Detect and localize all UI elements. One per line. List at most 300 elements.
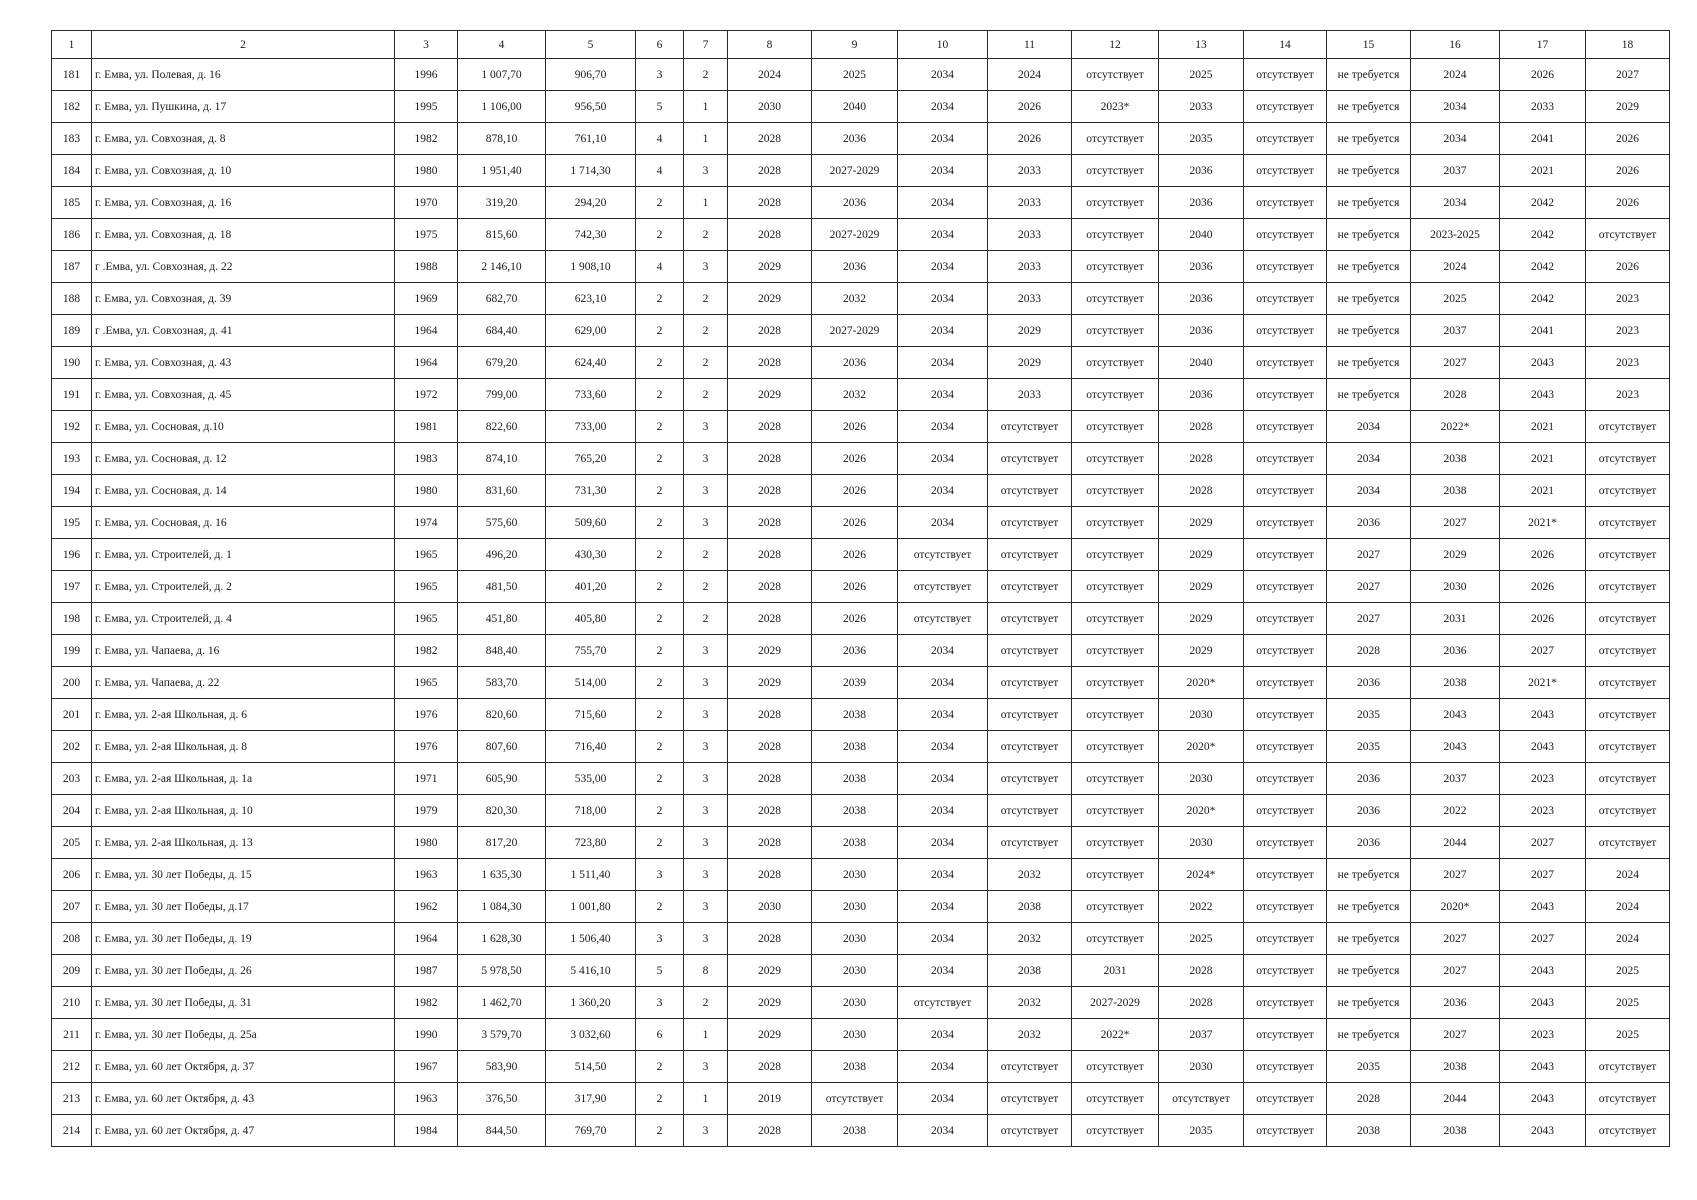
table-cell: 3 — [684, 507, 728, 539]
column-number-cell: 17 — [1500, 31, 1586, 59]
table-row — [52, 283, 1670, 315]
table-cell: отсутствует — [1244, 443, 1327, 475]
table-cell: 2036 — [1159, 379, 1244, 411]
table-cell: отсутствует — [1244, 283, 1327, 315]
table-cell: 2020* — [1411, 891, 1500, 923]
table-cell: 2038 — [812, 1115, 898, 1147]
column-number-cell: 6 — [636, 31, 684, 59]
table-cell: 820,60 — [458, 699, 546, 731]
table-cell: 2028 — [1159, 411, 1244, 443]
table-cell: 2028 — [728, 475, 812, 507]
table-cell: 2032 — [988, 987, 1072, 1019]
table-cell: 605,90 — [458, 763, 546, 795]
table-cell: 2 — [636, 827, 684, 859]
table-cell: 2029 — [1159, 507, 1244, 539]
table-cell: 514,00 — [546, 667, 636, 699]
table-cell: 2028 — [1159, 987, 1244, 1019]
table-cell: 2034 — [898, 155, 988, 187]
table-cell: отсутствует — [1586, 571, 1670, 603]
table-cell: 3 — [636, 923, 684, 955]
table-cell: отсутствует — [898, 603, 988, 635]
table-cell: 2036 — [1411, 635, 1500, 667]
table-cell: 715,60 — [546, 699, 636, 731]
table-cell: 2036 — [1327, 507, 1411, 539]
address-cell: г. Емва, ул. Совхозная, д. 45 — [92, 379, 395, 411]
table-cell: 3 — [684, 155, 728, 187]
table-cell: 2024 — [1411, 59, 1500, 91]
table-cell: 2029 — [728, 635, 812, 667]
table-cell: не требуется — [1327, 123, 1411, 155]
table-cell: 2030 — [1159, 763, 1244, 795]
table-cell: 822,60 — [458, 411, 546, 443]
table-cell: отсутствует — [1244, 635, 1327, 667]
table-cell: 2023 — [1500, 795, 1586, 827]
table-cell: 2029 — [728, 283, 812, 315]
row-number-cell: 209 — [52, 955, 92, 987]
table-cell: 1965 — [395, 571, 458, 603]
table-cell: 3 — [636, 59, 684, 91]
table-cell: отсутствует — [1244, 1083, 1327, 1115]
table-cell: отсутствует — [1244, 251, 1327, 283]
table-row — [52, 443, 1670, 475]
table-row — [52, 923, 1670, 955]
table-row — [52, 1115, 1670, 1147]
table-cell: 2028 — [728, 155, 812, 187]
table-cell: 1 007,70 — [458, 59, 546, 91]
table-cell: 5 — [636, 91, 684, 123]
table-cell: отсутствует — [898, 571, 988, 603]
table-cell: 2028 — [728, 411, 812, 443]
table-row — [52, 1051, 1670, 1083]
table-cell: 2027 — [1586, 59, 1670, 91]
table-cell: не требуется — [1327, 379, 1411, 411]
table-cell: 451,80 — [458, 603, 546, 635]
table-cell: 1963 — [395, 859, 458, 891]
table-cell: 319,20 — [458, 187, 546, 219]
table-cell: 2038 — [812, 699, 898, 731]
table-cell: 2042 — [1500, 187, 1586, 219]
column-number-cell: 7 — [684, 31, 728, 59]
table-cell: 1965 — [395, 667, 458, 699]
address-cell: г. Емва, ул. Пушкина, д. 17 — [92, 91, 395, 123]
table-cell: 1 360,20 — [546, 987, 636, 1019]
table-cell: 1 951,40 — [458, 155, 546, 187]
table-cell: 2026 — [812, 411, 898, 443]
table-cell: 2021 — [1500, 443, 1586, 475]
table-cell: не требуется — [1327, 987, 1411, 1019]
table-cell: 1979 — [395, 795, 458, 827]
table-cell: 2026 — [1586, 187, 1670, 219]
row-number-cell: 184 — [52, 155, 92, 187]
table-row — [52, 859, 1670, 891]
table-cell: 765,20 — [546, 443, 636, 475]
address-cell: г. Емва, ул. Совхозная, д. 8 — [92, 123, 395, 155]
table-cell: 514,50 — [546, 1051, 636, 1083]
table-cell: 2023 — [1586, 347, 1670, 379]
table-cell: 2028 — [728, 699, 812, 731]
table-cell: 5 — [636, 955, 684, 987]
table-cell: 2034 — [898, 923, 988, 955]
table-cell: 2041 — [1500, 315, 1586, 347]
table-cell: 3 — [684, 891, 728, 923]
table-cell: 376,50 — [458, 1083, 546, 1115]
table-cell: отсутствует — [988, 475, 1072, 507]
table-cell: 742,30 — [546, 219, 636, 251]
table-cell: 2029 — [1159, 603, 1244, 635]
table-cell: 2041 — [1500, 123, 1586, 155]
column-number-cell: 5 — [546, 31, 636, 59]
table-cell: 769,70 — [546, 1115, 636, 1147]
table-cell: 2030 — [812, 1019, 898, 1051]
table-cell: 2032 — [988, 923, 1072, 955]
table-cell: отсутствует — [988, 763, 1072, 795]
table-cell: 2029 — [988, 315, 1072, 347]
table-cell: 2023 — [1500, 763, 1586, 795]
table-cell: 1982 — [395, 987, 458, 1019]
column-number-cell: 13 — [1159, 31, 1244, 59]
table-cell: 3 — [684, 923, 728, 955]
table-cell: 2 — [684, 347, 728, 379]
table-cell: отсутствует — [1244, 155, 1327, 187]
table-cell: не требуется — [1327, 59, 1411, 91]
table-cell: 4 — [636, 155, 684, 187]
table-cell: 1 635,30 — [458, 859, 546, 891]
table-row — [52, 891, 1670, 923]
table-cell: 2 — [684, 539, 728, 571]
address-cell: г. Емва, ул. 2-ая Школьная, д. 1а — [92, 763, 395, 795]
address-cell: г. Емва, ул. 30 лет Победы, д.17 — [92, 891, 395, 923]
table-cell: отсутствует — [1244, 411, 1327, 443]
row-number-cell: 195 — [52, 507, 92, 539]
table-cell: не требуется — [1327, 187, 1411, 219]
table-cell: отсутствует — [1072, 667, 1159, 699]
table-cell: 2029 — [1159, 539, 1244, 571]
table-cell: 3 — [684, 635, 728, 667]
row-number-cell: 202 — [52, 731, 92, 763]
table-row — [52, 379, 1670, 411]
table-cell: отсутствует — [1159, 1083, 1244, 1115]
table-cell: отсутствует — [988, 603, 1072, 635]
table-cell: 1964 — [395, 315, 458, 347]
table-cell: отсутствует — [1244, 699, 1327, 731]
table-cell: 6 — [636, 1019, 684, 1051]
table-cell: 2033 — [988, 219, 1072, 251]
table-cell: 2043 — [1500, 955, 1586, 987]
row-number-cell: 182 — [52, 91, 92, 123]
table-cell: 496,20 — [458, 539, 546, 571]
table-cell: 2038 — [988, 955, 1072, 987]
table-row — [52, 827, 1670, 859]
table-cell: 820,30 — [458, 795, 546, 827]
table-cell: 2034 — [898, 507, 988, 539]
table-cell: 723,80 — [546, 827, 636, 859]
table-cell: 1970 — [395, 187, 458, 219]
table-cell: 2033 — [988, 155, 1072, 187]
table-cell: 2038 — [812, 763, 898, 795]
table-cell: 2022 — [1411, 795, 1500, 827]
address-cell: г. Емва, ул. 2-ая Школьная, д. 8 — [92, 731, 395, 763]
table-cell: 2034 — [898, 859, 988, 891]
table-cell: 623,10 — [546, 283, 636, 315]
table-cell: 2027 — [1411, 507, 1500, 539]
table-cell: 3 — [684, 443, 728, 475]
table-cell: 1988 — [395, 251, 458, 283]
column-number-row — [52, 31, 1670, 59]
table-cell: 2026 — [812, 507, 898, 539]
table-cell: 2034 — [898, 1115, 988, 1147]
table-cell: не требуется — [1327, 219, 1411, 251]
table-row — [52, 603, 1670, 635]
table-cell: 1975 — [395, 219, 458, 251]
table-cell: отсутствует — [1072, 475, 1159, 507]
table-cell: 2033 — [1159, 91, 1244, 123]
table-cell: 2027-2029 — [812, 315, 898, 347]
table-cell: 2042 — [1500, 283, 1586, 315]
address-cell: г. Емва, ул. 2-ая Школьная, д. 10 — [92, 795, 395, 827]
row-number-cell: 185 — [52, 187, 92, 219]
table-cell: 2034 — [898, 1019, 988, 1051]
table-cell: 2025 — [1586, 1019, 1670, 1051]
table-cell: отсутствует — [1072, 859, 1159, 891]
table-cell: 2036 — [1159, 187, 1244, 219]
table-cell: отсутствует — [1586, 635, 1670, 667]
table-cell: 2028 — [728, 859, 812, 891]
table-cell: не требуется — [1327, 315, 1411, 347]
table-cell: 2019 — [728, 1083, 812, 1115]
table-cell: 2034 — [898, 475, 988, 507]
table-cell: 679,20 — [458, 347, 546, 379]
row-number-cell: 191 — [52, 379, 92, 411]
table-cell: 2036 — [812, 187, 898, 219]
table-cell: отсутствует — [1072, 635, 1159, 667]
table-cell: 3 032,60 — [546, 1019, 636, 1051]
table-cell: 2029 — [1411, 539, 1500, 571]
table-cell: 2034 — [898, 667, 988, 699]
table-cell: не требуется — [1327, 1019, 1411, 1051]
table-row — [52, 411, 1670, 443]
column-number-cell: 8 — [728, 31, 812, 59]
table-cell: 624,40 — [546, 347, 636, 379]
table-cell: 317,90 — [546, 1083, 636, 1115]
table-cell: 684,40 — [458, 315, 546, 347]
table-cell: 2026 — [1500, 603, 1586, 635]
table-cell: отсутствует — [1072, 411, 1159, 443]
table-row — [52, 635, 1670, 667]
table-cell: 2027-2029 — [1072, 987, 1159, 1019]
address-cell: г. Емва, ул. Строителей, д. 1 — [92, 539, 395, 571]
table-cell: 2029 — [728, 667, 812, 699]
table-cell: 1 — [684, 123, 728, 155]
table-cell: 2030 — [1159, 827, 1244, 859]
table-cell: 2022 — [1159, 891, 1244, 923]
table-cell: 2043 — [1500, 379, 1586, 411]
table-cell: 2023 — [1586, 315, 1670, 347]
table-cell: отсутствует — [1072, 603, 1159, 635]
table-cell: отсутствует — [1586, 443, 1670, 475]
table-cell: отсутствует — [1072, 923, 1159, 955]
table-cell: 2029 — [728, 1019, 812, 1051]
table-cell: 2032 — [988, 859, 1072, 891]
table-cell: 2028 — [728, 187, 812, 219]
table-cell: отсутствует — [898, 539, 988, 571]
row-number-cell: 181 — [52, 59, 92, 91]
table-cell: 2 — [636, 379, 684, 411]
table-cell: 2021* — [1500, 667, 1586, 699]
table-cell: 755,70 — [546, 635, 636, 667]
table-cell: 2035 — [1327, 1051, 1411, 1083]
table-cell: 1 — [684, 1019, 728, 1051]
table-cell: отсутствует — [1244, 379, 1327, 411]
table-cell: 2024* — [1159, 859, 1244, 891]
table-cell: отсутствует — [1586, 731, 1670, 763]
table-cell: 2034 — [1411, 123, 1500, 155]
table-row — [52, 155, 1670, 187]
address-cell: г. Емва, ул. Совхозная, д. 10 — [92, 155, 395, 187]
table-cell: 2036 — [1327, 795, 1411, 827]
address-cell: г. Емва, ул. Совхозная, д. 39 — [92, 283, 395, 315]
table-cell: отсутствует — [1072, 827, 1159, 859]
table-cell: 2 — [636, 571, 684, 603]
table-cell: 733,00 — [546, 411, 636, 443]
table-cell: отсутствует — [988, 667, 1072, 699]
table-cell: отсутствует — [1586, 699, 1670, 731]
table-cell: 4 — [636, 123, 684, 155]
table-cell: 2035 — [1327, 699, 1411, 731]
table-cell: 2026 — [1500, 59, 1586, 91]
table-cell: отсутствует — [1072, 379, 1159, 411]
table-cell: 2025 — [1159, 923, 1244, 955]
table-row — [52, 987, 1670, 1019]
address-cell: г. Емва, ул. 60 лет Октября, д. 43 — [92, 1083, 395, 1115]
table-cell: 2030 — [812, 923, 898, 955]
table-cell: отсутствует — [1586, 1083, 1670, 1115]
table-cell: 2026 — [812, 443, 898, 475]
table-cell: 2036 — [812, 347, 898, 379]
table-cell: отсутствует — [1586, 667, 1670, 699]
table-cell: 2033 — [988, 283, 1072, 315]
table-cell: 2 — [684, 315, 728, 347]
table-cell: 874,10 — [458, 443, 546, 475]
table-cell: 2038 — [1411, 443, 1500, 475]
address-cell: г. Емва, ул. 2-ая Школьная, д. 13 — [92, 827, 395, 859]
table-cell: 1 506,40 — [546, 923, 636, 955]
table-row — [52, 475, 1670, 507]
table-cell: 2 — [684, 987, 728, 1019]
table-cell: 2 — [636, 283, 684, 315]
row-number-cell: 186 — [52, 219, 92, 251]
table-cell: 2031 — [1411, 603, 1500, 635]
table-cell: 2027 — [1500, 859, 1586, 891]
table-cell: 2029 — [728, 955, 812, 987]
table-cell: 1971 — [395, 763, 458, 795]
table-cell: 1980 — [395, 827, 458, 859]
row-number-cell: 189 — [52, 315, 92, 347]
table-cell: отсутствует — [1244, 219, 1327, 251]
address-cell: г. Емва, ул. Совхозная, д. 18 — [92, 219, 395, 251]
table-cell: 3 — [636, 987, 684, 1019]
table-cell: 2 — [636, 187, 684, 219]
table-cell: 2043 — [1500, 987, 1586, 1019]
address-cell: г. Емва, ул. 60 лет Октября, д. 37 — [92, 1051, 395, 1083]
table-cell: отсутствует — [1586, 1115, 1670, 1147]
table-cell: 1976 — [395, 731, 458, 763]
table-cell: 2035 — [1327, 731, 1411, 763]
table-cell: 1965 — [395, 539, 458, 571]
table-cell: 3 — [684, 699, 728, 731]
table-cell: отсутствует — [988, 827, 1072, 859]
table-cell: 2022* — [1411, 411, 1500, 443]
row-number-cell: 207 — [52, 891, 92, 923]
table-cell: не требуется — [1327, 91, 1411, 123]
row-number-cell: 200 — [52, 667, 92, 699]
table-cell: 2038 — [1411, 1115, 1500, 1147]
table-cell: 2040 — [1159, 347, 1244, 379]
table-cell: 807,60 — [458, 731, 546, 763]
table-cell: 956,50 — [546, 91, 636, 123]
row-number-cell: 206 — [52, 859, 92, 891]
table-cell: отсутствует — [1244, 955, 1327, 987]
table-cell: 583,70 — [458, 667, 546, 699]
table-cell: отсутствует — [1244, 763, 1327, 795]
table-cell: 2038 — [812, 731, 898, 763]
table-cell: 2037 — [1411, 155, 1500, 187]
housing-data-table — [51, 30, 1670, 1147]
table-cell: 1987 — [395, 955, 458, 987]
table-cell: 2034 — [898, 763, 988, 795]
table-cell: 1974 — [395, 507, 458, 539]
table-cell: 2027 — [1327, 571, 1411, 603]
table-cell: 3 579,70 — [458, 1019, 546, 1051]
table-cell: отсутствует — [1072, 315, 1159, 347]
table-cell: 1 908,10 — [546, 251, 636, 283]
address-cell: г. Емва, ул. Полевая, д. 16 — [92, 59, 395, 91]
table-cell: 2040 — [1159, 219, 1244, 251]
address-cell: г. Емва, ул. 30 лет Победы, д. 19 — [92, 923, 395, 955]
table-cell: 731,30 — [546, 475, 636, 507]
row-number-cell: 201 — [52, 699, 92, 731]
table-row — [52, 315, 1670, 347]
table-cell: 1 106,00 — [458, 91, 546, 123]
row-number-cell: 188 — [52, 283, 92, 315]
table-cell: 2034 — [898, 379, 988, 411]
table-cell: 4 — [636, 251, 684, 283]
table-cell: 2024 — [1586, 891, 1670, 923]
address-cell: г .Емва, ул. Совхозная, д. 22 — [92, 251, 395, 283]
table-cell: 2028 — [728, 603, 812, 635]
table-cell: 799,00 — [458, 379, 546, 411]
table-cell: отсутствует — [988, 1051, 1072, 1083]
table-cell: 2034 — [898, 699, 988, 731]
table-cell: 3 — [684, 251, 728, 283]
table-cell: 2 — [636, 891, 684, 923]
table-cell: 2020* — [1159, 795, 1244, 827]
table-cell: 2028 — [728, 507, 812, 539]
row-number-cell: 183 — [52, 123, 92, 155]
table-cell: отсутствует — [1072, 763, 1159, 795]
table-cell: отсутствует — [1072, 571, 1159, 603]
table-cell: отсутствует — [1244, 59, 1327, 91]
column-number-cell: 10 — [898, 31, 988, 59]
table-cell: 2034 — [1327, 443, 1411, 475]
table-cell: 2037 — [1411, 763, 1500, 795]
table-cell: 294,20 — [546, 187, 636, 219]
table-cell: 481,50 — [458, 571, 546, 603]
table-cell: отсутствует — [1072, 155, 1159, 187]
table-cell: 2038 — [1411, 667, 1500, 699]
table-cell: 1 462,70 — [458, 987, 546, 1019]
table-cell: 2027-2029 — [812, 219, 898, 251]
table-row — [52, 91, 1670, 123]
